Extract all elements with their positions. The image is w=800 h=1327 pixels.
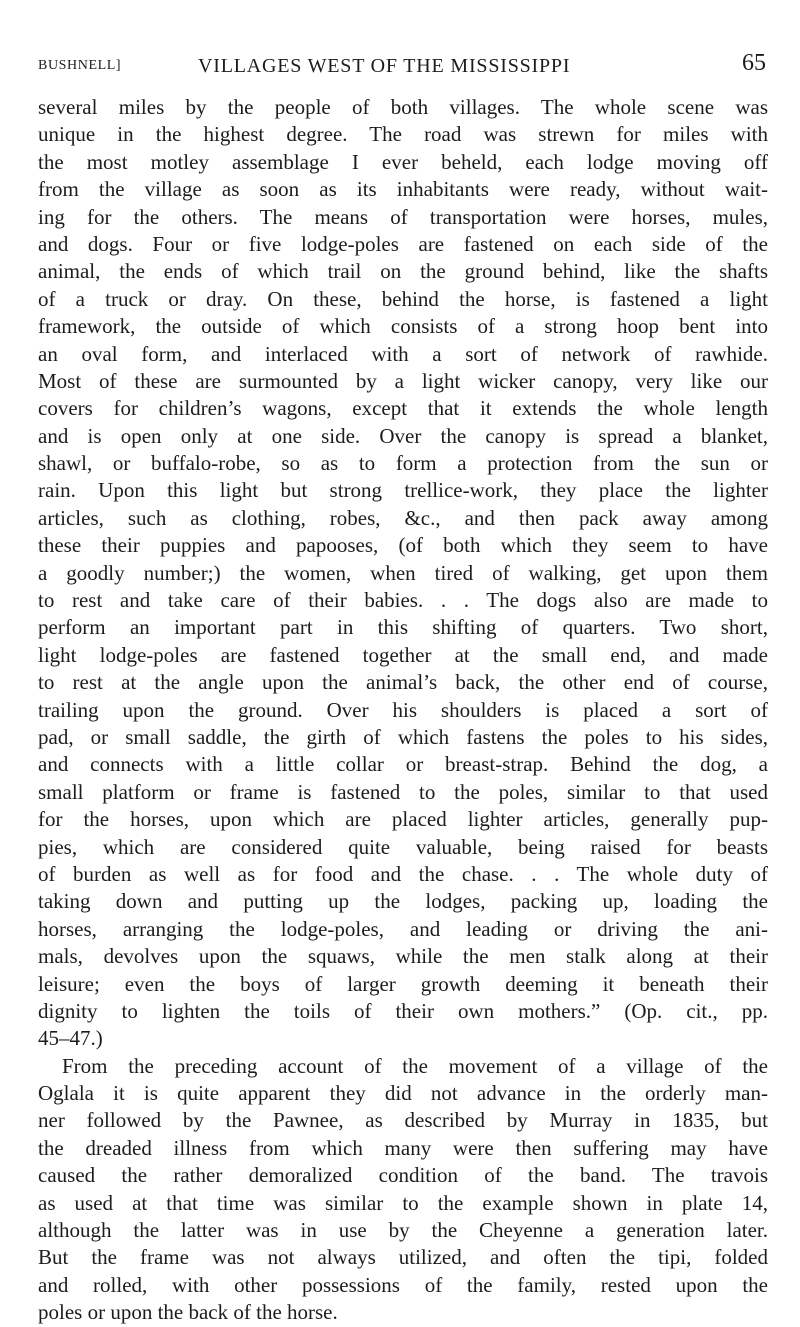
text-line: to rest at the angle upon the animal’s back, the other end of course, [38, 670, 768, 695]
text-line: of a truck or dray. On these, behind the horse, is fastened a light [38, 286, 768, 311]
text-line: the most motley assemblage I ever beheld, each lodge moving off [38, 149, 768, 174]
text-line: small platform or frame is fastened to the poles, similar to that used [38, 779, 768, 804]
running-head-title: VILLAGES WEST OF THE MISSISSIPPI [198, 55, 571, 77]
text-line: pies, which are considered quite valuable, being raised for beasts [38, 834, 768, 859]
running-head-author: BUSHNELL] [38, 58, 122, 73]
text-line: dignity to lighten the toils of their own mothers.” (Op. cit., pp. [38, 998, 768, 1023]
text-line: several miles by the people of both villages. The whole scene was [38, 95, 768, 119]
text-line: these their puppies and papooses, (of both which they seem to have [38, 533, 768, 558]
text-line-paragraph-end: poles or upon the back of the horse. [38, 1300, 338, 1325]
text-line: a goodly number;) the women, when tired of walking, get upon them [38, 560, 768, 585]
text-line: perform an important part in this shifting of quarters. Two short, [38, 615, 768, 640]
text-line: Most of these are surmounted by a light wicker canopy, very like our [38, 368, 768, 393]
text-line-paragraph-end: 45–47.) [38, 1026, 103, 1051]
text-line: as used at that time was similar to the example shown in plate 14, [38, 1190, 768, 1215]
text-line: of burden as well as for food and the chase. . . The whole duty of [38, 861, 768, 886]
text-line: and rolled, with other possessions of the family, rested upon the [38, 1272, 768, 1297]
text-line: although the latter was in use by the Cheyenne a generation later. [38, 1218, 768, 1243]
text-line: the dreaded illness from which many were then suffering may have [38, 1135, 768, 1160]
text-line: from the village as soon as its inhabitants were ready, without wait- [38, 177, 768, 202]
text-line: light lodge-poles are fastened together at the small end, and made [38, 642, 768, 667]
text-line: Oglala it is quite apparent they did not advance in the orderly man- [38, 1081, 768, 1106]
text-line: and connects with a little collar or breast-strap. Behind the dog, a [38, 752, 768, 777]
text-line: to rest and take care of their babies. . . The dogs also are made to [38, 588, 768, 613]
text-line: leisure; even the boys of larger growth deeming it beneath their [38, 971, 768, 996]
text-line: and dogs. Four or five lodge-poles are fastened on each side of the [38, 231, 768, 256]
text-line-paragraph-start: From the preceding account of the movement of a village of the [62, 1053, 768, 1078]
text-line: But the frame was not always utilized, and often the tipi, folded [38, 1245, 768, 1270]
text-line: shawl, or buffalo-robe, so as to form a protection from the sun or [38, 451, 768, 476]
text-line: taking down and putting up the lodges, packing up, loading the [38, 889, 768, 914]
text-line: pad, or small saddle, the girth of which fastens the poles to his sides, [38, 724, 768, 749]
text-line: rain. Upon this light but strong trellice-work, they place the lighter [38, 478, 768, 503]
text-line: covers for children’s wagons, except that it extends the whole length [38, 396, 768, 421]
text-line: an oval form, and interlaced with a sort of network of rawhide. [38, 341, 768, 366]
text-line: framework, the outside of which consists of a strong hoop bent into [38, 314, 768, 339]
text-line: ing for the others. The means of transportation were horses, mules, [38, 204, 768, 229]
page-number: 65 [742, 50, 766, 76]
text-line: mals, devolves upon the squaws, while the men stalk along at their [38, 944, 768, 969]
text-line: horses, arranging the lodge-poles, and leading or driving the ani- [38, 916, 768, 941]
text-line: articles, such as clothing, robes, &c., and then pack away among [38, 505, 768, 530]
text-line: ner followed by the Pawnee, as described by Murray in 1835, but [38, 1108, 768, 1133]
page-header [38, 46, 766, 86]
text-line: unique in the highest degree. The road was strewn for miles with [38, 122, 768, 147]
text-line: animal, the ends of which trail on the ground behind, like the shafts [38, 259, 768, 284]
body-text [38, 94, 768, 1327]
text-line: caused the rather demoralized condition of the band. The travois [38, 1163, 768, 1188]
text-line: trailing upon the ground. Over his shoulders is placed a sort of [38, 697, 768, 722]
text-line: for the horses, upon which are placed lighter articles, generally pup- [38, 807, 768, 832]
text-line: and is open only at one side. Over the canopy is spread a blanket, [38, 423, 768, 448]
